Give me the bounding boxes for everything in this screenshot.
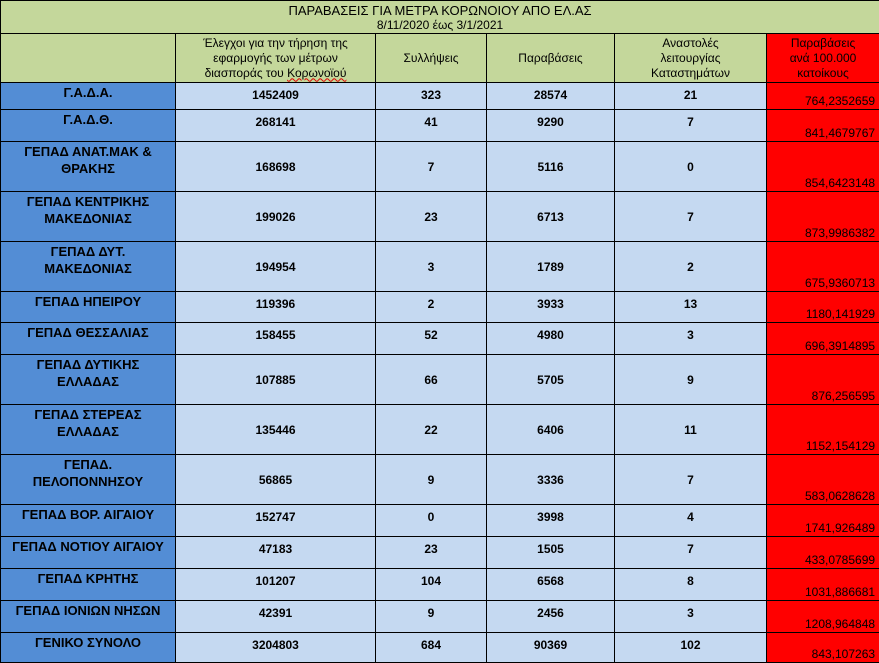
suspensions-cell: 11 xyxy=(615,405,767,455)
title-row xyxy=(1,1,879,34)
violations-cell: 6568 xyxy=(487,569,615,601)
header-violations: Παραβάσεις xyxy=(487,34,615,83)
checks-cell: 47183 xyxy=(176,537,376,569)
title-line-1: ΠΑΡΑΒΑΣΕΙΣ ΓΙΑ ΜΕΤΡΑ ΚΟΡΩΝΟΙΟΥ ΑΠΟ ΕΛ.ΑΣ xyxy=(1,2,879,18)
suspensions-cell: 3 xyxy=(615,601,767,633)
checks-cell: 135446 xyxy=(176,405,376,455)
table-row xyxy=(1,569,879,601)
table-row xyxy=(1,355,879,405)
checks-cell: 56865 xyxy=(176,455,376,505)
suspensions-cell: 2 xyxy=(615,242,767,292)
rate-cell: 696,3914895 xyxy=(767,323,879,355)
rate-cell: 675,9360713 xyxy=(767,242,879,292)
region-cell: ΓΕΠΑΔ ΔΥΤ. ΜΑΚΕΔΟΝΙΑΣ xyxy=(1,242,176,292)
rate-cell: 764,2352659 xyxy=(767,83,879,110)
checks-cell: 42391 xyxy=(176,601,376,633)
suspensions-cell: 7 xyxy=(615,192,767,242)
suspensions-cell: 102 xyxy=(615,633,767,663)
table-row xyxy=(1,192,879,242)
arrests-cell: 684 xyxy=(376,633,487,663)
arrests-cell: 0 xyxy=(376,505,487,537)
violations-cell: 4980 xyxy=(487,323,615,355)
table-row xyxy=(1,292,879,323)
checks-cell: 101207 xyxy=(176,569,376,601)
title-line-2: 8/11/2020 έως 3/1/2021 xyxy=(1,18,879,33)
rate-cell: 1031,886681 xyxy=(767,569,879,601)
arrests-cell: 23 xyxy=(376,537,487,569)
rate-cell: 583,0628628 xyxy=(767,455,879,505)
region-cell: ΓΕΠΑΔ ΗΠΕΙΡΟΥ xyxy=(1,292,176,323)
header-arrests: Συλλήψεις xyxy=(376,34,487,83)
arrests-cell: 41 xyxy=(376,110,487,142)
violations-cell: 2456 xyxy=(487,601,615,633)
arrests-cell: 104 xyxy=(376,569,487,601)
region-cell: ΓΕΠΑΔ ΑΝΑΤ.ΜΑΚ & ΘΡΑΚΗΣ xyxy=(1,142,176,192)
checks-cell: 194954 xyxy=(176,242,376,292)
rate-cell: 854,6423148 xyxy=(767,142,879,192)
header-region xyxy=(1,34,176,83)
region-cell: ΓΕΠΑΔ ΣΤΕΡΕΑΣ ΕΛΛΑΔΑΣ xyxy=(1,405,176,455)
region-cell: ΓΕΠΑΔ ΔΥΤΙΚΗΣ ΕΛΛΑΔΑΣ xyxy=(1,355,176,405)
arrests-cell: 2 xyxy=(376,292,487,323)
table-row xyxy=(1,601,879,633)
violations-cell: 9290 xyxy=(487,110,615,142)
table-row xyxy=(1,537,879,569)
header-rate: Παραβάσεις ανά 100.000 κατοίκους xyxy=(767,34,879,83)
checks-cell: 199026 xyxy=(176,192,376,242)
arrests-cell: 23 xyxy=(376,192,487,242)
table-row xyxy=(1,405,879,455)
suspensions-cell: 8 xyxy=(615,569,767,601)
arrests-cell: 22 xyxy=(376,405,487,455)
checks-cell: 1452409 xyxy=(176,83,376,110)
arrests-cell: 3 xyxy=(376,242,487,292)
table-row xyxy=(1,455,879,505)
region-cell: Γ.Α.Δ.Θ. xyxy=(1,110,176,142)
violations-cell: 1505 xyxy=(487,537,615,569)
checks-cell: 268141 xyxy=(176,110,376,142)
suspensions-cell: 4 xyxy=(615,505,767,537)
region-cell: ΓΕΠΑΔ ΚΡΗΤΗΣ xyxy=(1,569,176,601)
table-title xyxy=(1,1,879,34)
region-cell: Γ.Α.Δ.Α. xyxy=(1,83,176,110)
region-cell: ΓΕΠΑΔ ΘΕΣΣΑΛΙΑΣ xyxy=(1,323,176,355)
rate-cell: 433,0785699 xyxy=(767,537,879,569)
region-cell: ΓΕΝΙΚΟ ΣΥΝΟΛΟ xyxy=(1,633,176,663)
arrests-cell: 66 xyxy=(376,355,487,405)
arrests-cell: 9 xyxy=(376,455,487,505)
violations-cell: 28574 xyxy=(487,83,615,110)
table-row xyxy=(1,142,879,192)
checks-cell: 119396 xyxy=(176,292,376,323)
violations-cell: 5116 xyxy=(487,142,615,192)
table-row xyxy=(1,110,879,142)
rate-cell: 1152,154129 xyxy=(767,405,879,455)
rate-cell: 876,256595 xyxy=(767,355,879,405)
checks-cell: 168698 xyxy=(176,142,376,192)
suspensions-cell: 7 xyxy=(615,455,767,505)
table-row xyxy=(1,505,879,537)
rate-cell: 841,4679767 xyxy=(767,110,879,142)
suspensions-cell: 3 xyxy=(615,323,767,355)
violations-cell: 3933 xyxy=(487,292,615,323)
arrests-cell: 7 xyxy=(376,142,487,192)
checks-cell: 3204803 xyxy=(176,633,376,663)
arrests-cell: 52 xyxy=(376,323,487,355)
rate-cell: 1180,141929 xyxy=(767,292,879,323)
arrests-cell: 323 xyxy=(376,83,487,110)
region-cell: ΓΕΠΑΔ. ΠΕΛΟΠΟΝΝΗΣΟΥ xyxy=(1,455,176,505)
suspensions-cell: 0 xyxy=(615,142,767,192)
region-cell: ΓΕΠΑΔ ΝΟΤΙΟΥ ΑΙΓΑΙΟΥ xyxy=(1,537,176,569)
header-suspensions: Αναστολές λειτουργίας Καταστημάτων xyxy=(615,34,767,83)
region-cell: ΓΕΠΑΔ ΚΕΝΤΡΙΚΗΣ ΜΑΚΕΔΟΝΙΑΣ xyxy=(1,192,176,242)
suspensions-cell: 9 xyxy=(615,355,767,405)
arrests-cell: 9 xyxy=(376,601,487,633)
table-row xyxy=(1,633,879,663)
violations-cell: 5705 xyxy=(487,355,615,405)
checks-cell: 152747 xyxy=(176,505,376,537)
violations-cell: 3336 xyxy=(487,455,615,505)
table-row xyxy=(1,323,879,355)
rate-cell: 1741,926489 xyxy=(767,505,879,537)
rate-cell: 1208,964848 xyxy=(767,601,879,633)
header-row xyxy=(1,34,879,83)
suspensions-cell: 7 xyxy=(615,537,767,569)
header-checks: Έλεγχοι για την τήρηση της εφαρμογής των μέτρων διασποράς του Κορωνοϊού xyxy=(176,34,376,83)
suspensions-cell: 13 xyxy=(615,292,767,323)
violations-cell: 3998 xyxy=(487,505,615,537)
rate-cell: 873,9986382 xyxy=(767,192,879,242)
table-row xyxy=(1,242,879,292)
table-row xyxy=(1,83,879,110)
violations-cell: 6713 xyxy=(487,192,615,242)
region-cell: ΓΕΠΑΔ ΒΟΡ. ΑΙΓΑΙΟΥ xyxy=(1,505,176,537)
region-cell: ΓΕΠΑΔ ΙΟΝΙΩΝ ΝΗΣΩΝ xyxy=(1,601,176,633)
suspensions-cell: 21 xyxy=(615,83,767,110)
violations-cell: 1789 xyxy=(487,242,615,292)
checks-cell: 158455 xyxy=(176,323,376,355)
suspensions-cell: 7 xyxy=(615,110,767,142)
violations-cell: 6406 xyxy=(487,405,615,455)
violations-cell: 90369 xyxy=(487,633,615,663)
checks-cell: 107885 xyxy=(176,355,376,405)
rate-cell: 843,107263 xyxy=(767,633,879,663)
